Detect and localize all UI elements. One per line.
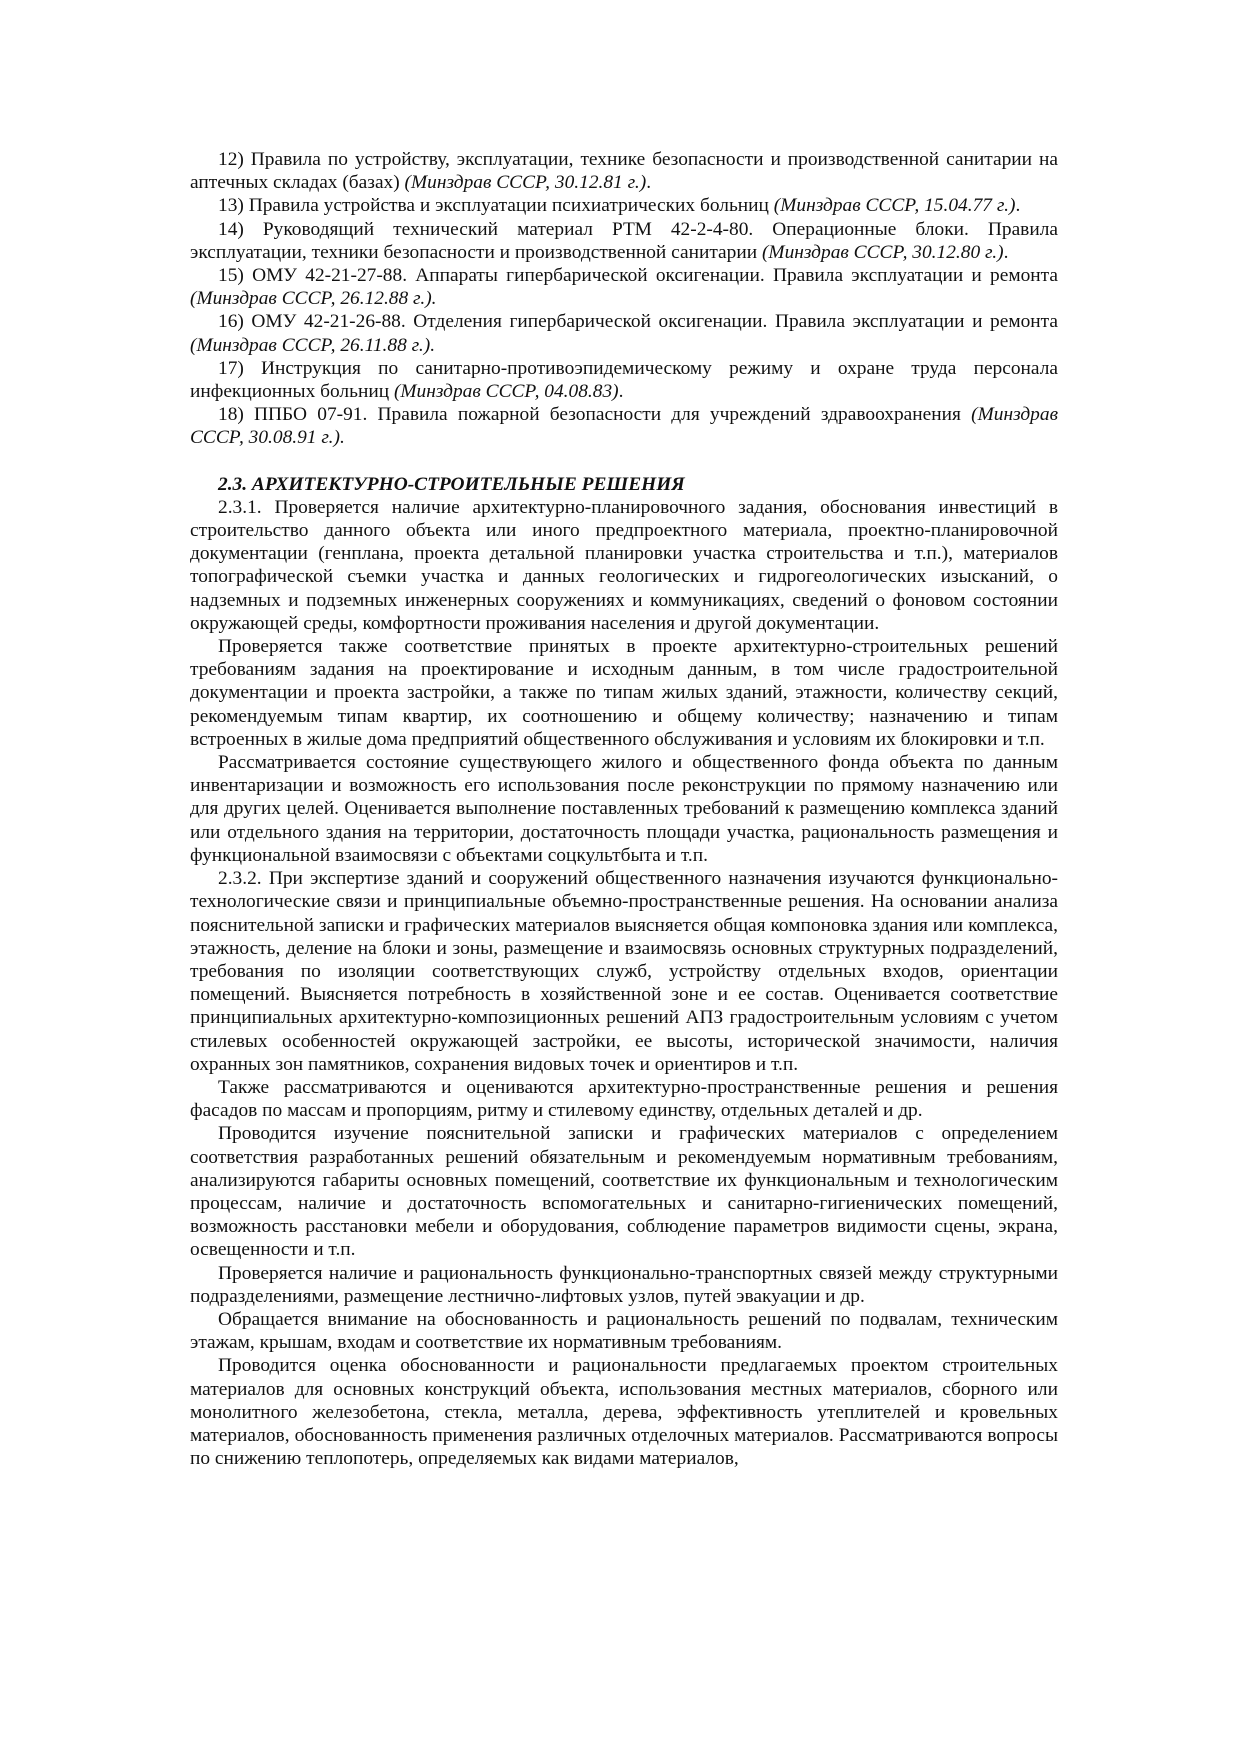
list-item: 13) Правила устройства и эксплуатации психиатрических больниц (Минздрав СССР, 15.04.77 г.). [218, 195, 1021, 217]
source-citation: (Минздрав СССР, 30.12.81 г.) [404, 172, 647, 194]
list-item: 18) ППБО 07-91. Правила пожарной безопасности для учреждений здравоохранения (Минздрав СССР, 30.08.91 г.). [190, 404, 1058, 449]
source-citation: (Минздрав СССР, 30.12.80 г.) [761, 241, 1004, 263]
source-citation: (Минздрав СССР, 30.08.91 г.). [190, 404, 1058, 449]
paragraph: Обращается внимание на обоснованность и рациональность решений по подвалам, техническим этажам, крышам, входам и соответствие их нормативным требованиям. [190, 1308, 1058, 1354]
list-item: 14) Руководящий технический материал РТМ 42-2-4-80. Операционные блоки. Правила эксплуатации, техники безопасности и производственной санитарии (Минздрав СССР, 30.12.80 г.). [190, 218, 1058, 263]
source-citation: (Минздрав СССР, 04.08.83) [393, 381, 619, 403]
list-item: 17) Инструкция по санитарно-противоэпидемическому режиму и охране труда персонала инфекционных больниц (Минздрав СССР, 04.08.83). [190, 357, 1058, 403]
list-item: 12) Правила по устройству, эксплуатации, технике безопасности и производственной санитарии на аптечных складах (базах) (Минздрав СССР, 30.12.81 г.). [190, 149, 1058, 194]
paragraph: Проверяется также соответствие принятых в проекте архитектурно-строительных решений требованиям задания на проектирование и исходным данным, в том числе градостроительной документации и проекта застройки, а также по типам жилых зданий, этажности, количеству секций, рекомендуемым типам квартир, их соотношению и общему количеству; назначению и типам встроенных в жилые дома предприятий общественного обслуживания и условиям их блокировки и т.п. [190, 636, 1058, 750]
source-citation: (Минздрав СССР, 26.12.88 г.). [190, 288, 437, 310]
paragraph: 2.3.2. При экспертизе зданий и сооружений общественного назначения изучаются функционально-технологические связи и принципиальные объемно-пространственные решения. На основании анализа пояснительной записки и графических материалов выясняется общая компоновка здания или комплекса, этажность, деление на блоки и зоны, размещение и взаимосвязь основных структурных подразделений, требования по изоляции соответствующих служб, устройству отдельных входов, ориентации помещений. Выясняется потребность в хозяйственной зоне и ее состав. Оценивается соответствие принципиальных архитектурно-композиционных решений АПЗ градостроительным условиям с учетом стилевых особенностей окружающей застройки, ее высоты, исторической значимости, наличия охранных зон памятников, сохранения видовых точек и ориентиров и т.п. [190, 868, 1058, 1075]
document-page [190, 148, 1058, 1470]
paragraph: Проводится изучение пояснительной записки и графических материалов с определением соответствия разработанных решений обязательным и рекомендуемым нормативным требованиям, анализируются габариты основных помещений, соответствие их функциональным и технологическим процессам, наличие и достаточность вспомогательных и санитарно-гигиенических помещений, возможность расстановки мебели и оборудования, соблюдение параметров видимости сцены, экрана, освещенности и т.п. [190, 1123, 1058, 1261]
paragraph: Проверяется наличие и рациональность функционально-транспортных связей между структурными подразделениями, размещение лестнично-лифтовых узлов, путей эвакуации и др. [190, 1262, 1058, 1307]
paragraph: Проводится оценка обоснованности и рациональности предлагаемых проектом строительных материалов для основных конструкций объекта, использования местных материалов, сборного или монолитного железобетона, стекла, металла, дерева, эффективность утеплителей и кровельных материалов, обоснованность применения различных отделочных материалов. Рассматриваются вопросы по снижению теплопотерь, определяемых как видами материалов, [190, 1355, 1058, 1470]
paragraph: 2.3.1. Проверяется наличие архитектурно-планировочного задания, обоснования инвестиций в строительство данного объекта или иного предпроектного материала, проектно-планировочной документации (генплана, проекта детальной планировки участка строительства и т.п.), материалов топографической съемки участка и данных геологических и гидрогеологических изысканий, о надземных и подземных инженерных сооружениях и коммуникациях, сведений о фоновом состоянии окружающей среды, комфортности проживания населения и другой документации. [190, 496, 1058, 634]
section-heading: 2.3. АРХИТЕКТУРНО-СТРОИТЕЛЬНЫЕ РЕШЕНИЯ [218, 473, 685, 495]
paragraph: Рассматривается состояние существующего жилого и общественного фонда объекта по данным инвентаризации и возможность его использования после реконструкции по прямому назначению или для других целей. Оценивается выполнение поставленных требований к размещению комплекса зданий или отдельного здания на территории, достаточность площади участка, рациональность размещения и функциональной взаимосвязи с объектами соцкультбыта и т.п. [190, 752, 1058, 866]
list-item: 16) ОМУ 42-21-26-88. Отделения гипербарической оксигенации. Правила эксплуатации и ремонта (Минздрав СССР, 26.11.88 г.). [190, 311, 1058, 356]
paragraph: Также рассматриваются и оцениваются архитектурно-пространственные решения и решения фасадов по массам и пропорциям, ритму и стилевому единству, отдельных деталей и др. [190, 1076, 1058, 1122]
source-citation: (Минздрав СССР, 26.11.88 г.). [190, 334, 436, 356]
blank-line [190, 450, 1058, 473]
source-citation: (Минздрав СССР, 15.04.77 г.) [773, 195, 1016, 217]
list-item: 15) ОМУ 42-21-27-88. Аппараты гипербарической оксигенации. Правила эксплуатации и ремонта (Минздрав СССР, 26.12.88 г.). [190, 265, 1058, 310]
